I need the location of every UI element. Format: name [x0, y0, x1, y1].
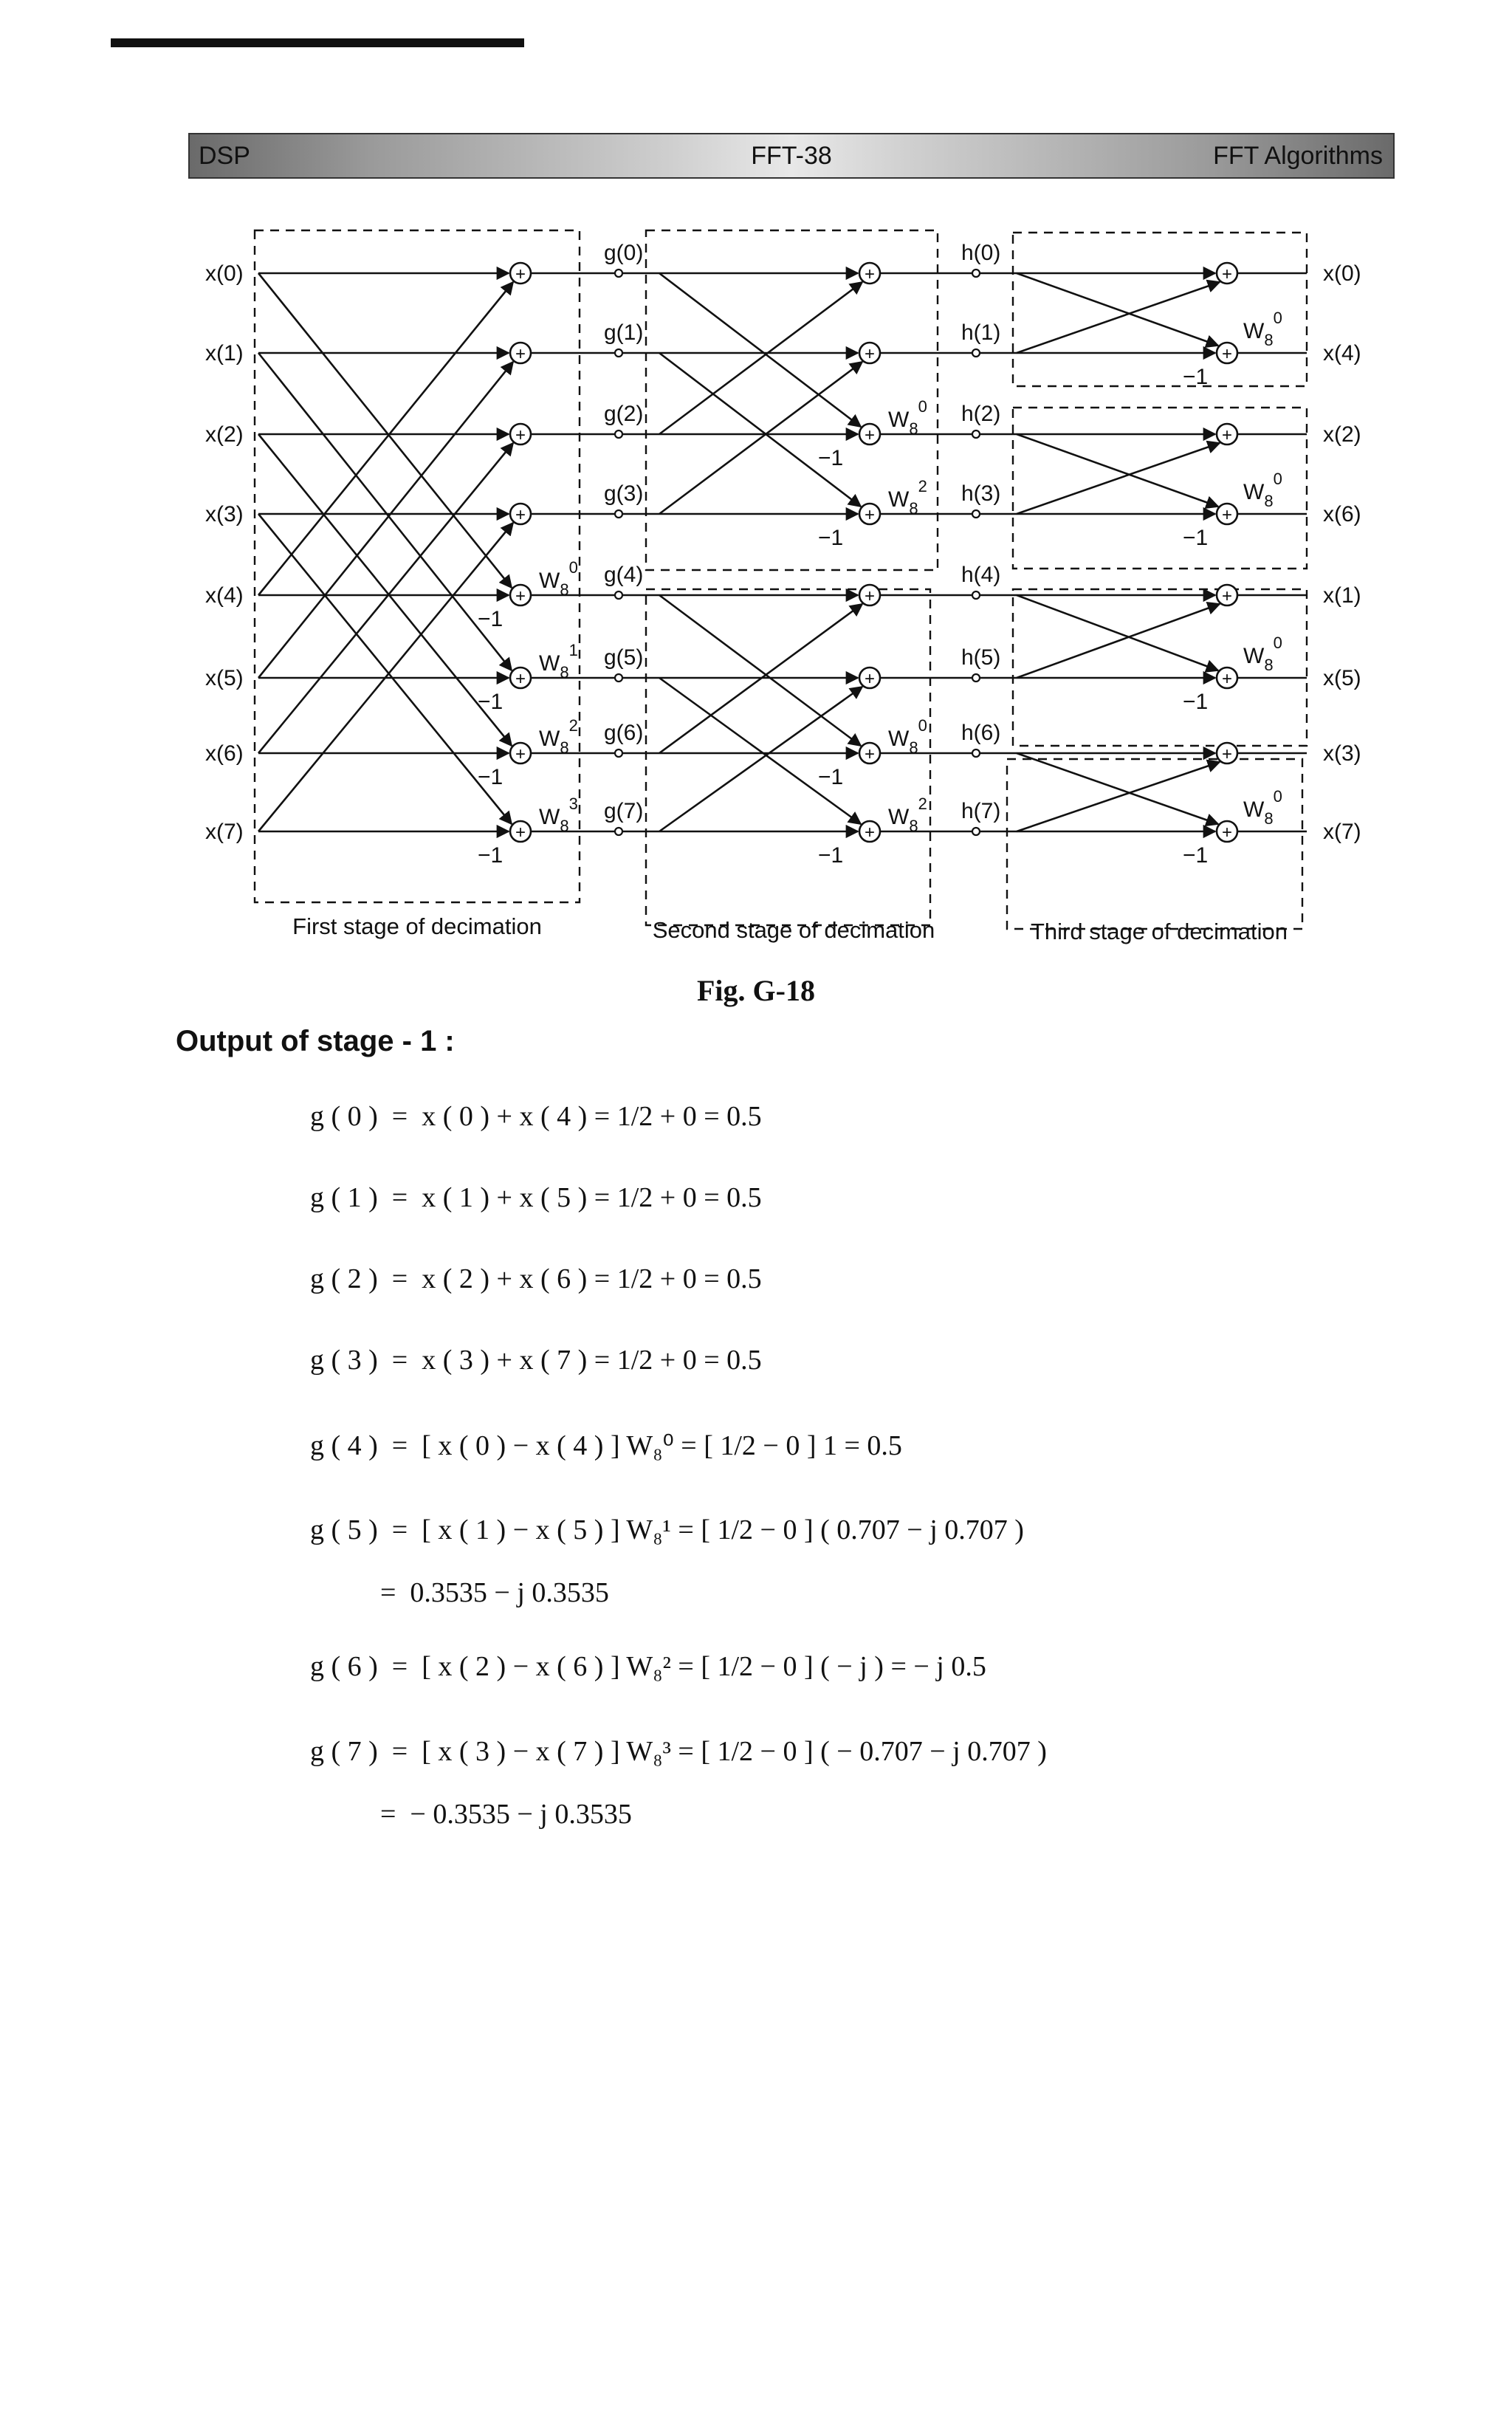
h-node-5 [972, 674, 980, 682]
h-node-7 [972, 828, 980, 835]
output-label-4: x(1) [1323, 583, 1361, 608]
stage3-adder-5-sign: + [1221, 669, 1233, 689]
stage2-cross-up-3 [659, 687, 862, 831]
output-label-3: x(6) [1323, 502, 1361, 526]
stage3-cross-up-0 [1017, 282, 1220, 353]
stage1-cross-down-3 [258, 514, 512, 824]
equation-g5-result: = 0.3535 − j 0.3535 [310, 1577, 609, 1608]
stage2-twiddle-0: $W_8^0$ [888, 397, 927, 438]
stage2-adder-0-sign: + [864, 264, 876, 284]
equation-g3: g ( 3 ) = x ( 3 ) + x ( 7 ) = 1/2 + 0 = 0.5 [310, 1345, 762, 1376]
stage2-box-lower [646, 589, 930, 925]
stage1-adder-7-sign: + [515, 823, 526, 843]
stage1-caption: First stage of decimation [292, 913, 542, 939]
h-label-6: h(6) [961, 721, 1001, 745]
g-node-6 [615, 749, 622, 757]
equation-g6: g ( 6 ) = [ x ( 2 ) − x ( 6 ) ] W₈² = [ 1/2 − 0 ] ( − j ) = − j 0.5 [310, 1651, 986, 1682]
stage3-caption: Third stage of decimation [1030, 919, 1288, 944]
stage1-adder-6-sign: + [515, 744, 526, 764]
input-label-0: x(0) [205, 261, 244, 286]
stage1-adder-3-sign: + [515, 505, 526, 525]
h-label-2: h(2) [961, 402, 1001, 426]
equation-g1: g ( 1 ) = x ( 1 ) + x ( 5 ) = 1/2 + 0 = 0.5 [310, 1182, 762, 1213]
output-label-5: x(5) [1323, 666, 1361, 690]
g-label-7: g(7) [604, 799, 644, 823]
h-node-1 [972, 349, 980, 357]
stage2-minus-one-3: −1 [818, 843, 844, 868]
stage1-cross-up-0 [258, 282, 513, 595]
stage2-minus-one-2: −1 [818, 765, 844, 789]
stage1-twiddle-1: $W_8^1$ [539, 641, 578, 682]
stage3-box-1 [1013, 233, 1307, 386]
output-label-7: x(7) [1323, 820, 1361, 844]
output-label-1: x(4) [1323, 341, 1361, 366]
stage1-twiddle-2: $W_8^2$ [539, 716, 578, 757]
g-label-2: g(2) [604, 402, 644, 426]
h-node-6 [972, 749, 980, 757]
input-label-1: x(1) [205, 341, 244, 366]
stage2-adder-5-sign: + [864, 669, 876, 689]
g-label-5: g(5) [604, 645, 644, 670]
stage3-adder-1-sign: + [1221, 344, 1233, 364]
top-rule [111, 38, 524, 47]
g-node-2 [615, 430, 622, 438]
g-node-7 [615, 828, 622, 835]
stage3-adder-7-sign: + [1221, 823, 1233, 843]
stage1-cross-down-1 [258, 353, 512, 670]
stage1-cross-down-0 [258, 273, 512, 588]
input-label-6: x(6) [205, 741, 244, 766]
g-node-4 [615, 591, 622, 599]
h-node-3 [972, 510, 980, 518]
page-header [188, 133, 1395, 179]
stage1-twiddle-3: $W_8^3$ [539, 795, 578, 835]
stage3-cross-down-0 [1017, 273, 1218, 346]
input-label-2: x(2) [205, 422, 244, 447]
stage2-minus-one-0: −1 [818, 446, 844, 470]
h-label-0: h(0) [961, 241, 1001, 265]
output-label-2: x(2) [1323, 422, 1361, 447]
header-right: FFT Algorithms [1213, 142, 1383, 170]
stage3-adder-2-sign: + [1221, 425, 1233, 445]
h-node-4 [972, 591, 980, 599]
h-label-7: h(7) [961, 799, 1001, 823]
stage1-adder-2-sign: + [515, 425, 526, 445]
stage1-adder-5-sign: + [515, 669, 526, 689]
stage3-minus-one-3: −1 [1183, 843, 1209, 868]
stage3-cross-up-1 [1017, 443, 1220, 514]
stage3-twiddle-3: $W_8^0$ [1243, 787, 1282, 828]
g-label-0: g(0) [604, 241, 644, 265]
h-label-1: h(1) [961, 320, 1001, 345]
input-label-5: x(5) [205, 666, 244, 690]
equation-g5: g ( 5 ) = [ x ( 1 ) − x ( 5 ) ] W₈¹ = [ 1/2 − 0 ] ( 0.707 − j 0.707 ) [310, 1514, 1024, 1545]
stage3-twiddle-1: $W_8^0$ [1243, 470, 1282, 510]
stage2-box-upper [646, 230, 938, 570]
g-label-1: g(1) [604, 320, 644, 345]
stage2-twiddle-3: $W_8^2$ [888, 795, 927, 835]
input-label-7: x(7) [205, 820, 244, 844]
stage3-cross-down-3 [1017, 753, 1218, 824]
header-left: DSP [199, 142, 250, 170]
stage3-minus-one-2: −1 [1183, 690, 1209, 714]
equation-g7-result: = − 0.3535 − j 0.3535 [310, 1799, 632, 1830]
stage1-minus-one-1: −1 [478, 690, 504, 714]
stage2-adder-3-sign: + [864, 505, 876, 525]
equation-g4: g ( 4 ) = [ x ( 0 ) − x ( 4 ) ] W₈⁰ = [ 1/2 − 0 ] 1 = 0.5 [310, 1430, 902, 1461]
butterfly-diagram [0, 214, 1512, 960]
stage1-twiddle-0: $W_8^0$ [539, 558, 578, 599]
stage2-cross-up-1 [659, 362, 862, 514]
output-label-6: x(3) [1323, 741, 1361, 766]
g-label-6: g(6) [604, 721, 644, 745]
h-label-4: h(4) [961, 563, 1001, 587]
section-title: Output of stage - 1 : [176, 1025, 455, 1057]
equation-g2: g ( 2 ) = x ( 2 ) + x ( 6 ) = 1/2 + 0 = 0.5 [310, 1263, 762, 1294]
stage2-twiddle-1: $W_8^2$ [888, 477, 927, 518]
g-node-5 [615, 674, 622, 682]
stage3-twiddle-2: $W_8^0$ [1243, 634, 1282, 674]
stage1-cross-down-2 [258, 434, 512, 746]
stage3-adder-4-sign: + [1221, 586, 1233, 606]
stage2-adder-2-sign: + [864, 425, 876, 445]
input-label-3: x(3) [205, 502, 244, 526]
stage3-cross-up-2 [1017, 604, 1220, 678]
stage2-adder-7-sign: + [864, 823, 876, 843]
stage3-adder-3-sign: + [1221, 505, 1233, 525]
g-node-0 [615, 270, 622, 277]
equation-g0: g ( 0 ) = x ( 0 ) + x ( 4 ) = 1/2 + 0 = 0.5 [310, 1101, 762, 1132]
stage2-cross-down-2 [659, 595, 861, 746]
stage1-box [255, 230, 580, 902]
stage3-cross-down-2 [1017, 595, 1218, 670]
stage3-twiddle-0: $W_8^0$ [1243, 309, 1282, 349]
h-label-3: h(3) [961, 481, 1001, 506]
g-node-1 [615, 349, 622, 357]
stage3-cross-up-3 [1017, 762, 1220, 831]
stage1-minus-one-2: −1 [478, 765, 504, 789]
stage3-cross-down-1 [1017, 434, 1218, 507]
h-label-5: h(5) [961, 645, 1001, 670]
stage1-minus-one-0: −1 [478, 607, 504, 631]
stage3-adder-0-sign: + [1221, 264, 1233, 284]
stage2-minus-one-1: −1 [818, 526, 844, 550]
stage2-twiddle-2: $W_8^0$ [888, 716, 927, 757]
stage1-adder-0-sign: + [515, 264, 526, 284]
stage2-adder-4-sign: + [864, 586, 876, 606]
g-label-4: g(4) [604, 563, 644, 587]
h-node-0 [972, 270, 980, 277]
stage2-caption: Second stage of decimation [652, 917, 935, 943]
stage1-cross-up-1 [258, 362, 513, 678]
stage3-adder-6-sign: + [1221, 744, 1233, 764]
stage2-cross-down-1 [659, 353, 861, 507]
g-label-3: g(3) [604, 481, 644, 506]
stage1-adder-4-sign: + [515, 586, 526, 606]
stage2-cross-up-0 [659, 282, 862, 434]
h-node-2 [972, 430, 980, 438]
stage3-minus-one-0: −1 [1183, 365, 1209, 389]
stage2-cross-down-0 [659, 273, 861, 427]
stage2-cross-down-3 [659, 678, 861, 824]
input-label-4: x(4) [205, 583, 244, 608]
stage3-minus-one-1: −1 [1183, 526, 1209, 550]
figure-caption: Fig. G-18 [697, 974, 815, 1007]
stage2-adder-6-sign: + [864, 744, 876, 764]
output-label-0: x(0) [1323, 261, 1361, 286]
header-page-number: FFT-38 [751, 142, 832, 170]
stage1-minus-one-3: −1 [478, 843, 504, 868]
g-node-3 [615, 510, 622, 518]
stage1-cross-up-2 [258, 443, 513, 753]
equation-g7: g ( 7 ) = [ x ( 3 ) − x ( 7 ) ] W₈³ = [ 1/2 − 0 ] ( − 0.707 − j 0.707 ) [310, 1736, 1047, 1767]
stage2-adder-1-sign: + [864, 344, 876, 364]
stage1-adder-1-sign: + [515, 344, 526, 364]
